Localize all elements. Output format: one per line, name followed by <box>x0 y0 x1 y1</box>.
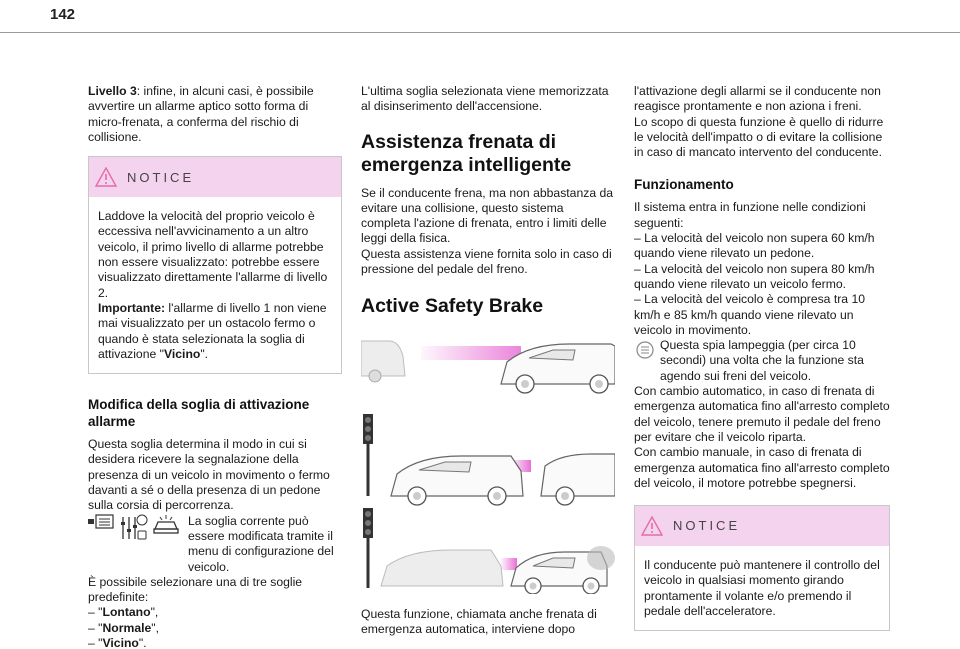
notice-important: Importante: l'allarme di livello 1 non viene mai visualizzato per un ostacolo fermo o quando è stata selezionata la soglia di attivazione "Vicino". <box>98 300 327 361</box>
notice-header <box>635 506 889 546</box>
notice-header <box>89 157 341 197</box>
warning-lamp-text: Questa spia lampeggia (per circa 10 secondi) una volta che la funzione sta agendo sui freni del veicolo. <box>660 338 864 383</box>
warning-icon <box>95 167 117 187</box>
notice-title: NOTICE <box>127 169 195 185</box>
menu-icons <box>88 514 180 542</box>
notice-text: Il conducente può mantenere il controllo del veicolo in qualsiasi momento girando prontamente il volante e/o premendo il pedale dell'acceleratore. <box>644 558 880 619</box>
automatic-gearbox-paragraph: Con cambio automatico, in caso di frenata di emergenza automatica fino all'arresto completo del veicolo, tenere premuto il pedale del freno per evitare che il veicolo riparta. <box>634 384 890 444</box>
section-heading-emergency-braking: Assistenza frenata di emergenza intelligente <box>361 130 572 176</box>
active-safety-brake-illustration <box>361 336 615 594</box>
notice-box-left <box>88 156 342 374</box>
section-heading-active-safety-brake: Active Safety Brake <box>361 295 544 318</box>
purpose-paragraph: Lo scopo di questa funzione è quello di ridurre le velocità dell'impatto o di evitare la collisione in caso di mancato intervento del conducente. <box>634 114 884 160</box>
column-left <box>88 84 342 649</box>
notice-body <box>635 546 889 630</box>
car-collision-icon <box>152 514 180 538</box>
manual-gearbox-paragraph: Con cambio manuale, in caso di frenata di emergenza automatica fino all'arresto completo del veicolo, il motore potrebbe spegnersi. <box>634 445 890 490</box>
warning-icon <box>641 516 663 536</box>
function-paragraph: Questa funzione, chiamata anche frenata di emergenza automatica, interviene dopo <box>361 606 597 636</box>
column-right <box>634 84 890 631</box>
notice-text: Laddove la velocità del proprio veicolo è eccessiva nell'avvicinamento a un altro veicolo, il primo livello di allarme potrebbe non essere visualizzato: potrebbe essere visualizzato direttamente l'allarme di livello 2. <box>98 209 328 300</box>
thresholds-intro: È possibile selezionare una di tre soglie predefinite: <box>88 574 303 605</box>
header-divider <box>0 32 960 33</box>
braking-paragraph: Se il conducente frena, ma non abbastanza da evitare una collisione, questo sistema completa l'azione di frenata, entro i limiti delle leggi della fisica. <box>361 185 614 246</box>
settings-icon <box>118 514 148 542</box>
scene-braking <box>363 414 615 505</box>
scene-warning <box>361 341 615 393</box>
threshold-option-far: – "Lontano", <box>88 605 159 620</box>
threshold-option-normal: – "Normale", <box>88 620 159 635</box>
conditions-intro: Il sistema entra in funzione nelle condizioni seguenti: <box>634 200 866 230</box>
scene-impact <box>363 508 615 594</box>
activation-paragraph: l'attivazione degli allarmi se il conducente non reagisce prontamente e non aziona i freni. <box>634 84 881 114</box>
threshold-paragraph: Questa soglia determina il modo in cui si desidera ricevere la segnalazione della presenza di un veicolo in movimento o fermo davanti a sé o della presenza di un pedone sulla corsia di percorrenza. <box>88 437 330 513</box>
page-number: 142 <box>50 6 76 23</box>
memory-paragraph: L'ultima soglia selezionata viene memorizzata al disinserimento dell'accensione. <box>361 84 609 114</box>
notice-body <box>89 197 341 373</box>
touchscreen-icon <box>88 514 114 530</box>
threshold-menu-text: La soglia corrente può essere modificata tramite il menu di configurazione del veicolo. <box>188 513 334 574</box>
notice-box-right <box>634 505 890 631</box>
section-heading-threshold: Modifica della soglia di attivazione allarme <box>88 397 310 430</box>
menu-icons-line <box>88 514 342 575</box>
condition-pedestrian: – La velocità del veicolo non supera 60 km/h quando viene rilevato un pedone. <box>634 231 875 261</box>
threshold-option-near: – "Vicino". <box>88 636 147 649</box>
warning-lamp-icon <box>634 340 656 360</box>
section-heading-operation: Funzionamento <box>634 177 734 193</box>
level3-paragraph: Livello 3: infine, in alcuni casi, è possibile avvertire un allarme aptico sotto forma di micro-frenata, a conferma del rischio di collisione. <box>88 84 314 144</box>
warning-lamp-line <box>634 338 890 384</box>
column-middle <box>361 84 614 637</box>
braking-condition-paragraph: Questa assistenza viene fornita solo in caso di pressione del pedale del freno. <box>361 246 612 277</box>
condition-moving-vehicle: – La velocità del veicolo è compresa tra 10 km/h e 85 km/h quando viene rilevato un veicolo in movimento. <box>634 292 866 337</box>
notice-title: NOTICE <box>673 518 741 534</box>
condition-stationary-vehicle: – La velocità del veicolo non supera 80 km/h quando viene rilevato un veicolo fermo. <box>634 261 875 291</box>
